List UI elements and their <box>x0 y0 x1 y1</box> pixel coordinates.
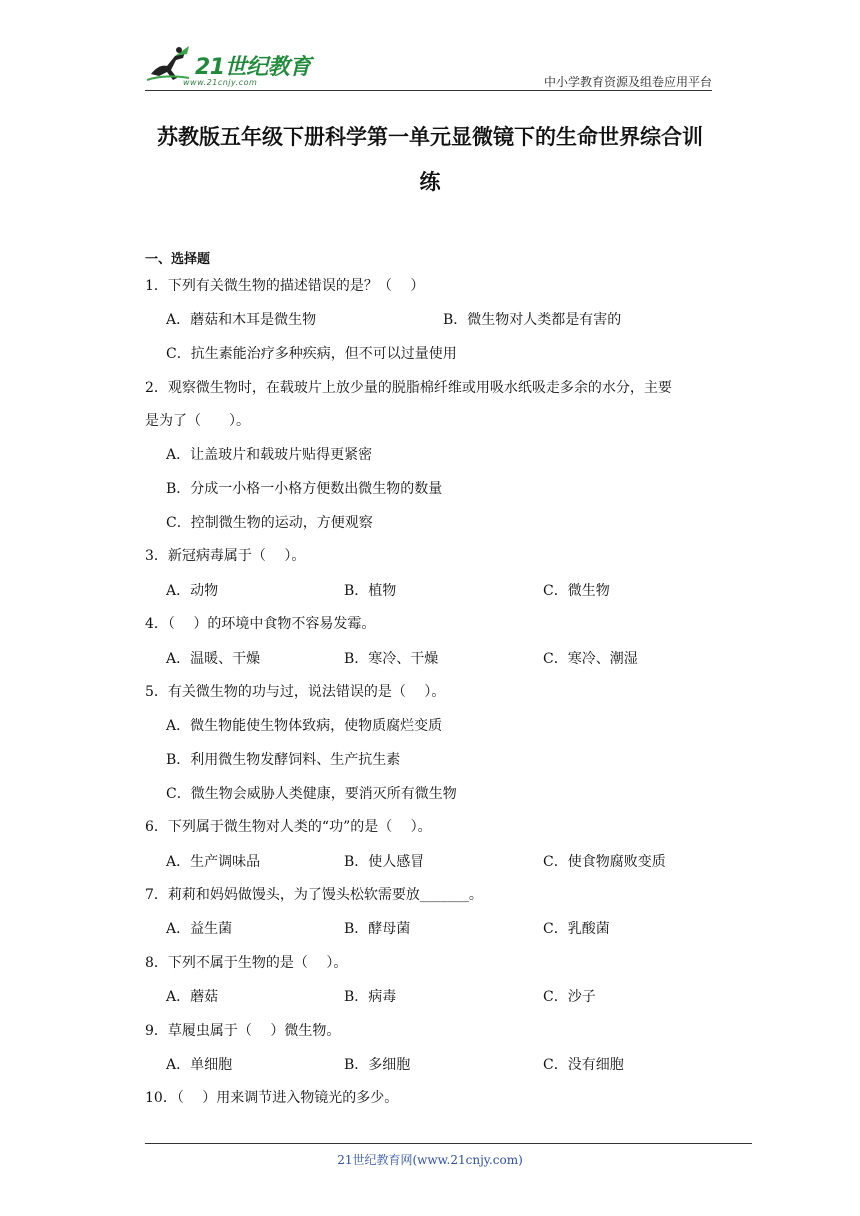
option-b: B．植物 <box>344 583 397 599</box>
question-stem: 5．有关微生物的功与过，说法错误的是（ ）。 <box>145 684 446 700</box>
question-stem: 3．新冠病毒属于（ ）。 <box>145 548 306 564</box>
option-a: A．蘑菇和木耳是微生物 <box>166 312 317 328</box>
document-title-line-2: 练 <box>419 170 441 194</box>
option-b: B．病毒 <box>344 989 397 1005</box>
option-a: A．动物 <box>166 583 219 599</box>
option-c: C．控制微生物的运动，方便观察 <box>166 515 373 531</box>
option-c: C．微生物 <box>543 583 610 599</box>
option-a: A．让盖玻片和载玻片贴得更紧密 <box>166 447 373 463</box>
question-stem: 8．下列不属于生物的是（ ）。 <box>145 955 348 971</box>
option-b: B．利用微生物发酵饲料、生产抗生素 <box>166 752 401 768</box>
option-a: A．益生菌 <box>166 921 233 937</box>
option-c: C．抗生素能治疗多种疾病，但不可以过量使用 <box>166 346 457 362</box>
option-b: B．使人感冒 <box>344 854 425 870</box>
option-c: C．没有细胞 <box>543 1057 624 1073</box>
option-c: C．乳酸菌 <box>543 921 610 937</box>
question-stem: 1．下列有关微生物的描述错误的是？（ ） <box>145 278 425 294</box>
footer-divider <box>145 1143 752 1144</box>
question-stem-continued: 是为了（ ）。 <box>145 413 250 429</box>
option-b: B．多细胞 <box>344 1057 411 1073</box>
document-title-line-1: 苏教版五年级下册科学第一单元显微镜下的生命世界综合训 <box>157 125 703 149</box>
logo-url: www.21cnjy.com <box>183 78 258 87</box>
option-b: B．分成一小格一小格方便数出微生物的数量 <box>166 481 443 497</box>
option-a: A．单细胞 <box>166 1057 233 1073</box>
option-c: C．微生物会威胁人类健康，要消灭所有微生物 <box>166 786 457 802</box>
footer-link[interactable]: 21世纪教育网(www.21cnjy.com) <box>337 1153 523 1167</box>
option-a: A．生产调味品 <box>166 854 261 870</box>
section-heading: 一、选择题 <box>145 252 211 267</box>
site-logo <box>145 44 315 92</box>
option-b: B．微生物对人类都是有害的 <box>443 312 622 328</box>
option-c: C．使食物腐败变质 <box>543 854 666 870</box>
question-stem: 2．观察微生物时，在载玻片上放少量的脱脂棉纤维或用吸水纸吸走多余的水分，主要 <box>145 380 672 396</box>
option-a: A．温暖、干燥 <box>166 651 261 667</box>
option-c: C．沙子 <box>543 989 596 1005</box>
platform-label: 中小学教育资源及组卷应用平台 <box>543 75 712 89</box>
question-stem: 10．（ ）用来调节进入物镜光的多少。 <box>145 1090 399 1106</box>
option-a: A．蘑菇 <box>166 989 219 1005</box>
question-stem: 9．草履虫属于（ ）微生物。 <box>145 1023 341 1039</box>
option-c: C．寒冷、潮湿 <box>543 651 638 667</box>
question-stem: 7．莉莉和妈妈做馒头，为了馒头松软需要放_______。 <box>145 887 483 903</box>
option-a: A．微生物能使生物体致病，使物质腐烂变质 <box>166 718 443 734</box>
question-stem: 6．下列属于微生物对人类的“功”的是（ ）。 <box>145 819 432 835</box>
option-b: B．酵母菌 <box>344 921 411 937</box>
option-b: B．寒冷、干燥 <box>344 651 439 667</box>
header-divider <box>145 90 712 91</box>
question-stem: 4．（ ）的环境中食物不容易发霉。 <box>145 616 376 632</box>
logo-text: 21世纪教育 <box>195 55 311 80</box>
